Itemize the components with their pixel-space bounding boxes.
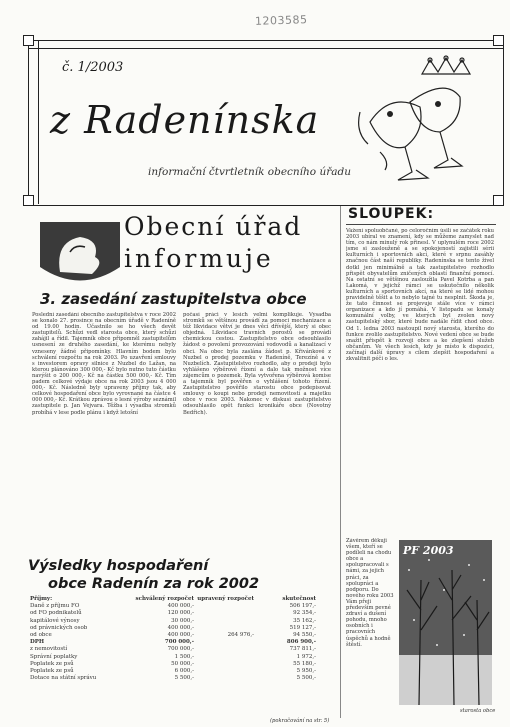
table-cell: [194, 661, 254, 668]
table-cell: kapitálové výnosy: [30, 617, 80, 624]
table-cell: [194, 603, 254, 610]
frame-corner: [493, 35, 504, 46]
table-cell: z nemovitostí: [30, 646, 68, 653]
table-cell: 92 354,-: [293, 610, 316, 617]
frame-line: [28, 48, 504, 49]
issue-number: č. 1/2003: [62, 60, 124, 75]
pf-2003-photo: [399, 540, 492, 705]
results-headline-line-2: obce Radenín za rok 2002: [48, 576, 260, 592]
article-column-1: Poslední zasedání obecního zastupitelstva v roce 2002 se konalo 27. prosince na obecním úřadě v Radeníně od 19.00 hodin. Účastnilo se ho všech devět zastupitelů. Schůzi vedl starosta obce, který schůzi zahájil a řídil. Tajemník obce připomněl zastupitelům usnesení ze druhého zasedání, ke kterému nebyly vzneseny žádné připomínky. Hlavním bodem bylo schválení rozpočtu na rok 2003. Po uzavření smlouvy s investorem opravy silnice z Nuzbel do Lažan, na kterou plánováno 300 000,- Kč bylo nutno tuto částku navýšit o 200 000,- Kč na částku 500 000,- Kč. Tím padem celkové výdaje obce na rok 2003 jsou 4 000 000,- Kč. Následně byly upraveny příjmy tak, aby celkové hospodaření obce bylo vyrovnané na částce 4 000 000,- Kč. Krátkou zprávou o lesní výroby seznámil zastupitele p. Jan Vejvara. Těžba i výsadba stromků probíhá v lese podle plánu i když letošní: [32, 312, 176, 416]
sidebar-signature: starosta obce: [460, 708, 496, 714]
table-row: [30, 639, 330, 646]
masthead-subtitle: informační čtvrtletník obecního úřadu: [148, 166, 351, 178]
table-row: [30, 618, 330, 625]
table-row: [30, 632, 330, 639]
header-cell: schválený rozpočet: [135, 596, 194, 602]
frame-corner: [23, 35, 34, 46]
table-row: [30, 675, 330, 682]
table-cell: 94 550,-: [293, 632, 316, 639]
table-cell: Dotace na státní správu: [30, 675, 97, 682]
handwritten-number: 1203585: [254, 13, 308, 28]
table-cell: 5 500,-: [174, 675, 194, 682]
table-cell: DPH: [30, 639, 45, 646]
table-row: [30, 625, 330, 632]
table-cell: [194, 668, 254, 675]
table-cell: 400 000,-: [167, 603, 194, 610]
sidebar-heading: SLOUPEK:: [348, 206, 435, 222]
table-row: [30, 646, 330, 653]
sidebar-rule: [346, 224, 496, 225]
table-cell: Poplatek ze psů: [30, 660, 74, 667]
table-cell: 737 811,-: [289, 646, 316, 653]
table-cell: 55 180,-: [293, 660, 316, 667]
table-cell: [194, 639, 254, 646]
article-headline: 3. zasedání zastupitelstva obce: [40, 290, 307, 308]
continued-note: (pokračování na str. 5): [270, 718, 330, 724]
table-cell: Poplatek ze psů: [30, 668, 74, 675]
frame-corner: [493, 195, 504, 206]
table-cell: 400 000,-: [167, 632, 194, 639]
table-cell: 5 500,-: [296, 675, 316, 682]
table-cell: 700 000,-: [167, 646, 194, 653]
sidebar-text-closing: Závěrem děkuji všem, kteří se podíleli na chodu obce a spolupracovali s námi, za jejich práci, za spolupráci a podporu. Do nového roku 2003 Vám přeji především pevné zdraví a dušení pohodu, mnoho osobních i pracovních úspěchů a hodně štěstí.: [346, 538, 394, 648]
table-cell: 1 972,-: [296, 653, 316, 660]
table-cell: od obce: [30, 632, 52, 639]
table-cell: 519 127,-: [289, 624, 316, 631]
frame-corner: [23, 195, 34, 206]
table-cell: Správní poplatky: [30, 653, 78, 660]
results-headline-line-1: Výsledky hospodaření: [28, 558, 209, 574]
table-cell: 6 000,-: [174, 668, 194, 675]
table-cell: Daně z příjmu FO: [30, 603, 80, 610]
table-cell: 35 162,-: [293, 617, 316, 624]
table-cell: 506 197,-: [289, 603, 316, 610]
table-row: [30, 654, 330, 661]
table-row: [30, 610, 330, 617]
table-cell: 1 500,-: [174, 653, 194, 660]
sidebar-text: Vážení spoluobčané, po celoročním úsilí se začátek roku 2003 ubíral ve znamení, kdy se můžeme zamyslet nad tím, co nám minulý rok přinesl. V uplynulém roce 2002 jsme si zaslouženě a se spokojeností zajistili sérii kulturních i sportovních akcí, které v srpnu zasáhly značnou část naší republiky. Radenínska se tento živel dotkl jen minimálně a tak zastupitelstvo rozhodlo přispět obyvatelům zničených oblastí finanční pomocí. Na ostatní se většinou zasloužila Pavel Kotrba a pan Lakomá, v jejichž rámci se uskutečnilo několik kulturních a sportovních akcí, na které se lidé mohou pravidelně těšit a to nebylo tajné tu nesplnit. Škoda je, že tato činnost se projevuje stále více v rámci organizace a kdo jí pomáhá. V listopadu se konaly komunální volby, ve kterých byl zvolen nový zastupitelský sbor, které bude nadále řídit chod obce. Od 1. ledna 2003 nastoupil nový starosta, kterého do funkce zvolilo zastupitelstvo. Nové vedení obce se bude snažit přispět k rozvoji obce a ke zlepšení služeb občanům. Ve všech lesích, kdy je místo k dispozici, začínají další úpravy s cílem zlepšit hospodaření a zkvalitnit péči o les.: [346, 228, 494, 362]
photo-caption: PF 2003: [403, 544, 454, 557]
lion-emblem: [30, 212, 130, 292]
table-cell: [194, 618, 254, 625]
table-cell: 5 950,-: [296, 668, 316, 675]
table-cell: 50 000,-: [171, 660, 194, 667]
table-cell: [194, 654, 254, 661]
banner-line-1: Obecní úřad: [124, 212, 303, 241]
table-cell: [194, 610, 254, 617]
header-cell: Příjmy:: [30, 596, 53, 602]
header-cell: skutečnost: [282, 596, 316, 602]
table-cell: 700 000,-: [164, 639, 194, 646]
table-row: [30, 661, 330, 668]
table-cell: 400 000,-: [167, 624, 194, 631]
table-cell: 806 900,-: [286, 639, 316, 646]
table-cell: [194, 675, 254, 682]
banner-line-2: informuje: [124, 244, 274, 273]
article-column-2: počasí práci v lesích velmi komplikuje. Výsadba stromků se většinou provádí za pomoci mechanizace a též likvidace větví je dnes věcí dřívější, který si obec objedná. Likvidace travních porostů se provádí chemickou cestou. Zastupitelstvo obce odsouhlasilo žádost o povolení provozování vodovodů a kanalizací v obci. Na obec byla zaslána žádost p. Křivánkové z Nuzbel o prodej pozemku v Radeníně, Terezíně a v Nuzbelích. Zastupitelstvo rozhodlo, aby o prodeji bylo vyhlášeno výběrové řízení a dalo tak možnost více zájemcům o pozemek. Byla vytvořena výběrová komise a tajemník byl pověřen o vyhlášení tohoto řízení. Zastupitelstvo pověřilo starostu obce podepisovat smlouvy o koupi nebo prodeji nemovitostí a majetku obce v roce 2003. Nakonec v diskusi zastupitelstvo odsouhlasilo opět funkci kronikáře obce (Novotný Bedřich).: [183, 312, 331, 416]
glasses-crown-illustration: [350, 52, 490, 187]
table-cell: od právnických osob: [30, 624, 88, 631]
masthead-title: z Radenínska: [50, 98, 320, 142]
budget-table: [30, 596, 330, 682]
table-cell: od FO podnikatelů: [30, 610, 82, 617]
header-cell: upravený rozpočet: [197, 596, 254, 602]
table-cell: [194, 646, 254, 653]
table-cell: [194, 625, 254, 632]
column-divider: [340, 206, 341, 718]
table-cell: 264 976,-: [227, 632, 254, 639]
winter-forest-illustration: [399, 540, 492, 705]
table-cell: 30 000,-: [171, 617, 194, 624]
frame-line: [38, 40, 39, 204]
table-cell: 120 000,-: [167, 610, 194, 617]
